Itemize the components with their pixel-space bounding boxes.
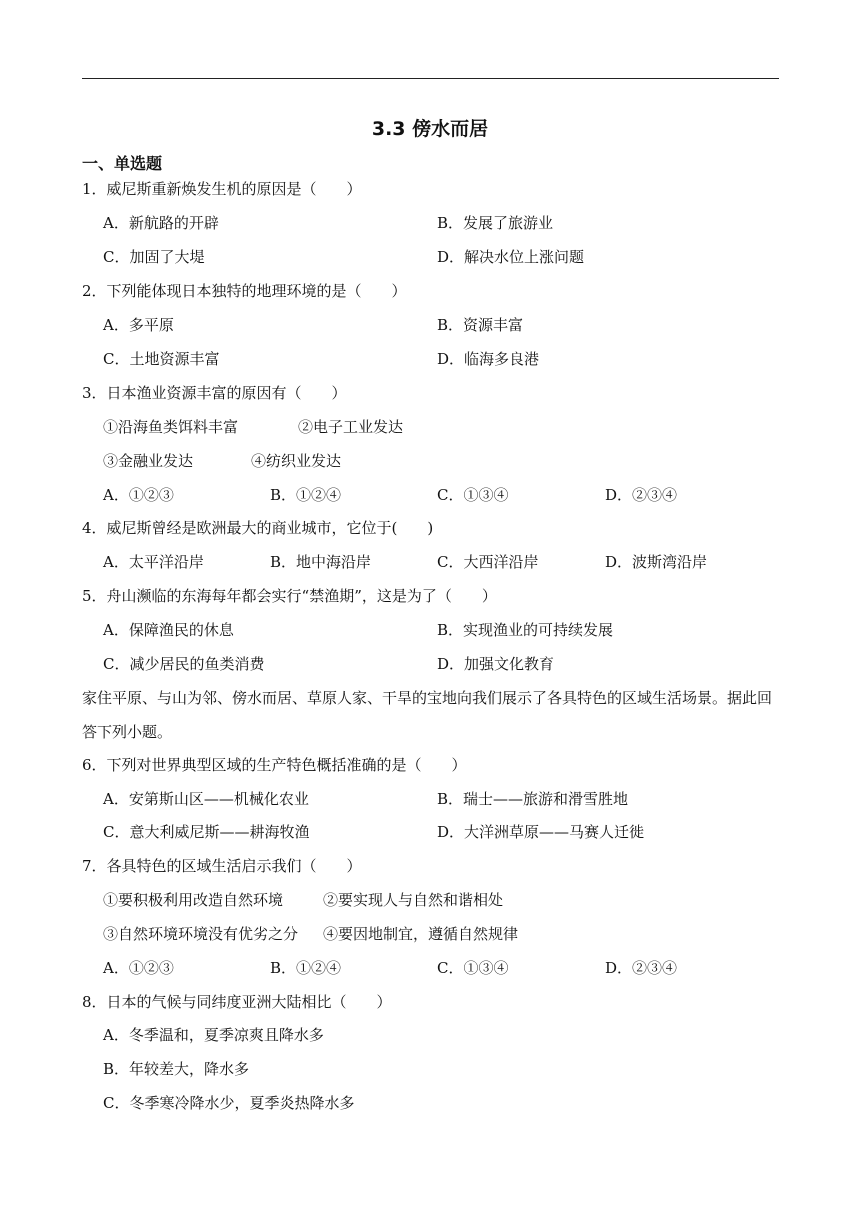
question-1-stem: 1．威尼斯重新焕发生机的原因是（ ） bbox=[82, 180, 362, 198]
question-3-statement-2: ②电子工业发达 bbox=[298, 418, 404, 436]
question-6-stem: 6．下列对世界典型区域的生产特色概括准确的是（ ） bbox=[82, 756, 467, 774]
question-6-option-b[interactable]: B．瑞士——旅游和滑雪胜地 bbox=[437, 790, 629, 808]
question-3-option-c[interactable]: C．①③④ bbox=[437, 486, 509, 504]
question-1-option-c[interactable]: C．加固了大堤 bbox=[103, 248, 205, 266]
question-8-stem: 8．日本的气候与同纬度亚洲大陆相比（ ） bbox=[82, 993, 392, 1011]
question-1-option-a[interactable]: A．新航路的开辟 bbox=[103, 214, 219, 232]
question-5-option-b[interactable]: B．实现渔业的可持续发展 bbox=[437, 621, 614, 639]
section-heading: 一、单选题 bbox=[82, 154, 163, 173]
header-rule bbox=[82, 78, 779, 79]
question-5-option-a[interactable]: A．保障渔民的休息 bbox=[103, 621, 234, 639]
question-7-option-c[interactable]: C．①③④ bbox=[437, 959, 509, 977]
question-4-option-a[interactable]: A．太平洋沿岸 bbox=[103, 553, 204, 571]
question-3-option-d[interactable]: D．②③④ bbox=[605, 486, 678, 504]
question-3-statement-4: ④纺织业发达 bbox=[251, 452, 342, 470]
question-8-option-a[interactable]: A．冬季温和，夏季凉爽且降水多 bbox=[103, 1026, 324, 1044]
question-7-stem: 7．各具特色的区域生活启示我们（ ） bbox=[82, 857, 362, 875]
question-7-option-a[interactable]: A．①②③ bbox=[103, 959, 174, 977]
question-7-statement-2: ②要实现人与自然和谐相处 bbox=[323, 891, 504, 909]
reading-passage: 家住平原、与山为邻、傍水而居、草原人家、干旱的宝地向我们展示了各具特色的区域生活场景。据此回答下列小题。 bbox=[82, 689, 773, 741]
question-5-stem: 5．舟山濒临的东海每年都会实行“禁渔期”，这是为了（ ） bbox=[82, 587, 497, 605]
question-3-option-b[interactable]: B．①②④ bbox=[270, 486, 342, 504]
question-5-option-d[interactable]: D．加强文化教育 bbox=[437, 655, 555, 673]
question-4-option-c[interactable]: C．大西洋沿岸 bbox=[437, 553, 539, 571]
question-2-option-d[interactable]: D．临海多良港 bbox=[437, 350, 540, 368]
question-5-option-c[interactable]: C．减少居民的鱼类消费 bbox=[103, 655, 265, 673]
question-3-option-a[interactable]: A．①②③ bbox=[103, 486, 174, 504]
question-6-option-a[interactable]: A．安第斯山区——机械化农业 bbox=[103, 790, 309, 808]
question-8-option-c[interactable]: C．冬季寒冷降水少，夏季炎热降水多 bbox=[103, 1094, 355, 1112]
question-7-statement-4: ④要因地制宜，遵循自然规律 bbox=[323, 925, 519, 943]
question-3-statement-1: ①沿海鱼类饵料丰富 bbox=[103, 418, 239, 436]
question-6-option-d[interactable]: D．大洋洲草原——马赛人迁徙 bbox=[437, 823, 645, 841]
question-7-statement-1: ①要积极利用改造自然环境 bbox=[103, 891, 284, 909]
question-2-option-b[interactable]: B．资源丰富 bbox=[437, 316, 524, 334]
question-2-option-a[interactable]: A．多平原 bbox=[103, 316, 174, 334]
question-2-option-c[interactable]: C．土地资源丰富 bbox=[103, 350, 220, 368]
question-7-option-b[interactable]: B．①②④ bbox=[270, 959, 342, 977]
question-3-stem: 3．日本渔业资源丰富的原因有（ ） bbox=[82, 384, 347, 402]
question-4-option-d[interactable]: D．波斯湾沿岸 bbox=[605, 553, 708, 571]
question-6-option-c[interactable]: C．意大利威尼斯——耕海牧渔 bbox=[103, 823, 310, 841]
question-2-stem: 2．下列能体现日本独特的地理环境的是（ ） bbox=[82, 282, 407, 300]
page-title: 3.3 傍水而居 bbox=[371, 118, 489, 140]
question-7-statement-3: ③自然环境环境没有优劣之分 bbox=[103, 925, 299, 943]
question-1-option-d[interactable]: D．解决水位上涨问题 bbox=[437, 248, 585, 266]
question-3-statement-3: ③金融业发达 bbox=[103, 452, 194, 470]
question-4-option-b[interactable]: B．地中海沿岸 bbox=[270, 553, 372, 571]
question-4-stem: 4．威尼斯曾经是欧洲最大的商业城市，它位于( ) bbox=[82, 519, 434, 537]
question-1-option-b[interactable]: B．发展了旅游业 bbox=[437, 214, 554, 232]
question-8-option-b[interactable]: B．年较差大，降水多 bbox=[103, 1060, 250, 1078]
question-7-option-d[interactable]: D．②③④ bbox=[605, 959, 678, 977]
